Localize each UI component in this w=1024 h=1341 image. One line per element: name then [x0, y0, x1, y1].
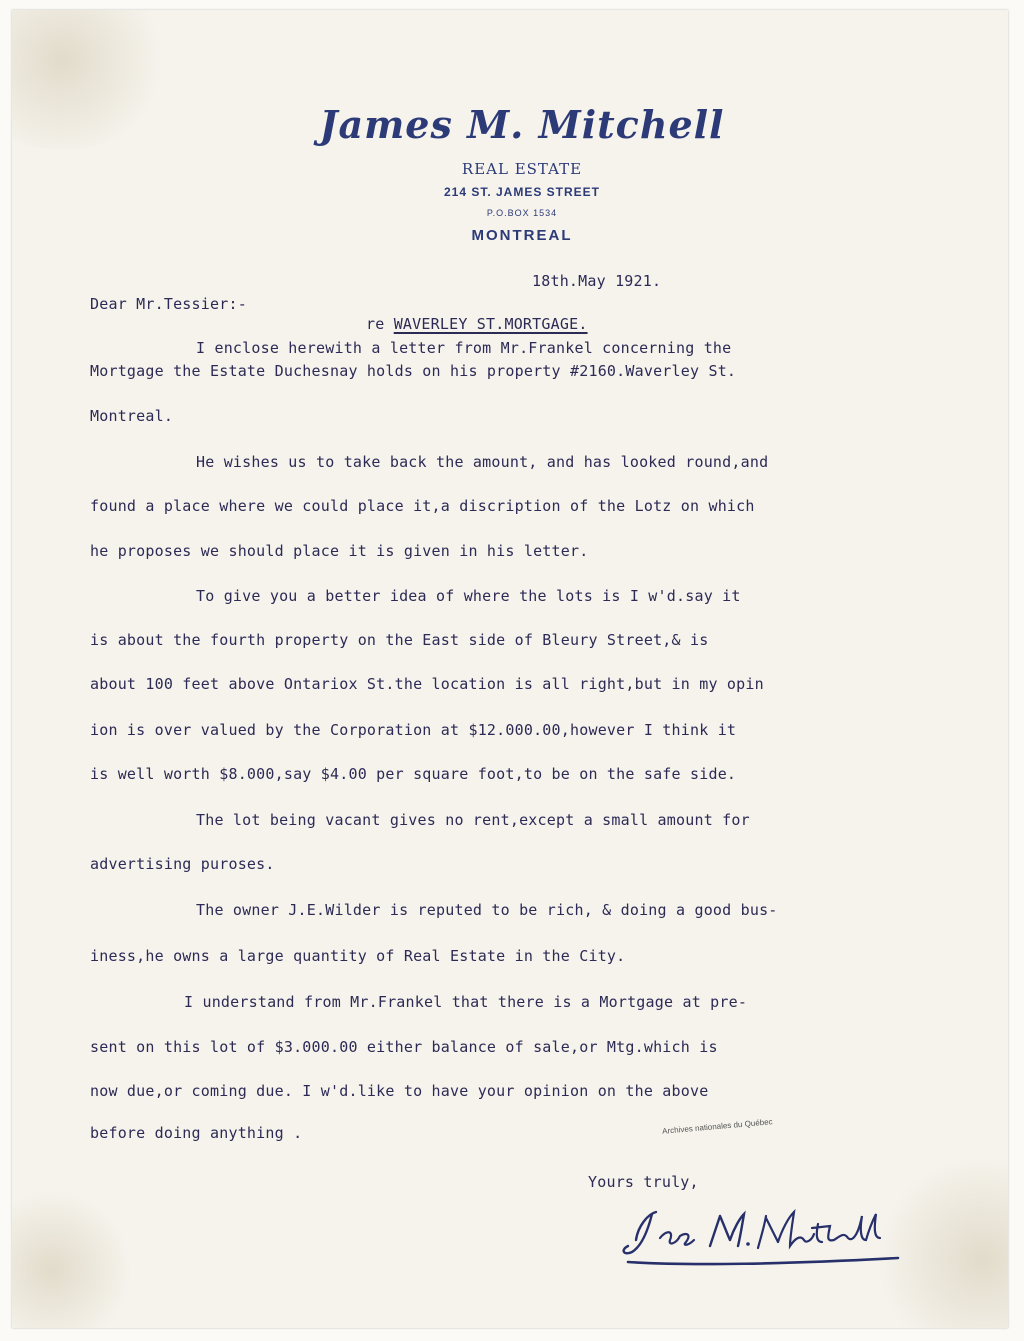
letterhead-name: James M. Mitchell [319, 102, 725, 147]
re-line [366, 315, 588, 333]
body-line-15: iness,he owns a large quantity of Real Estate in the City. [90, 947, 626, 965]
signature [608, 1196, 908, 1276]
body-line-2: Mortgage the Estate Duchesnay holds on his property #2160.Waverley St. [90, 362, 737, 380]
letterhead-city: MONTREAL [471, 227, 573, 244]
body-line-6: he proposes we should place it is given in his letter. [90, 542, 589, 560]
body-line-5: found a place where we could place it,a discription of the Lotz on which [90, 497, 755, 515]
letter-date: 18th.May 1921. [532, 272, 662, 290]
body-line-12: The lot being vacant gives no rent,except a small amount for [196, 811, 750, 829]
body-line-19: before doing anything . [90, 1124, 303, 1142]
body-line-14: The owner J.E.Wilder is reputed to be rich, & doing a good bus- [196, 901, 778, 919]
letterhead-po-box: P.O.BOX 1534 [486, 208, 558, 218]
body-line-3: Montreal. [90, 407, 174, 425]
closing: Yours truly, [588, 1173, 699, 1191]
body-line-10: ion is over valued by the Corporation at $12.000.00,however I think it [90, 721, 737, 739]
body-line-17: sent on this lot of $3.000.00 either balance of sale,or Mtg.which is [90, 1038, 718, 1056]
letter-page [12, 10, 1008, 1328]
body-line-1: I enclose herewith a letter from Mr.Frankel concerning the [196, 339, 732, 357]
body-line-8: is about the fourth property on the East side of Bleury Street,& is [90, 631, 709, 649]
body-line-11: is well worth $8.000,say $4.00 per square foot,to be on the safe side. [90, 765, 737, 783]
letterhead-business: REAL ESTATE [461, 160, 583, 178]
body-line-9: about 100 feet above Ontariox St.the location is all right,but in my opin [90, 675, 764, 693]
salutation: Dear Mr.Tessier:- [90, 295, 247, 313]
body-line-7: To give you a better idea of where the lots is I w'd.say it [196, 587, 741, 605]
re-prefix: re [366, 315, 394, 333]
body-line-4: He wishes us to take back the amount, and has looked round,and [196, 453, 769, 471]
body-line-13: advertising puroses. [90, 855, 275, 873]
body-line-16: I understand from Mr.Frankel that there is a Mortgage at pre- [184, 993, 748, 1011]
body-line-18: now due,or coming due. I w'd.like to have your opinion on the above [90, 1082, 709, 1100]
letterhead-address: 214 ST. JAMES STREET [443, 185, 601, 199]
archive-stamp: Archives nationales du Québec [661, 1117, 773, 1136]
re-subject: WAVERLEY ST.MORTGAGE. [393, 315, 588, 333]
